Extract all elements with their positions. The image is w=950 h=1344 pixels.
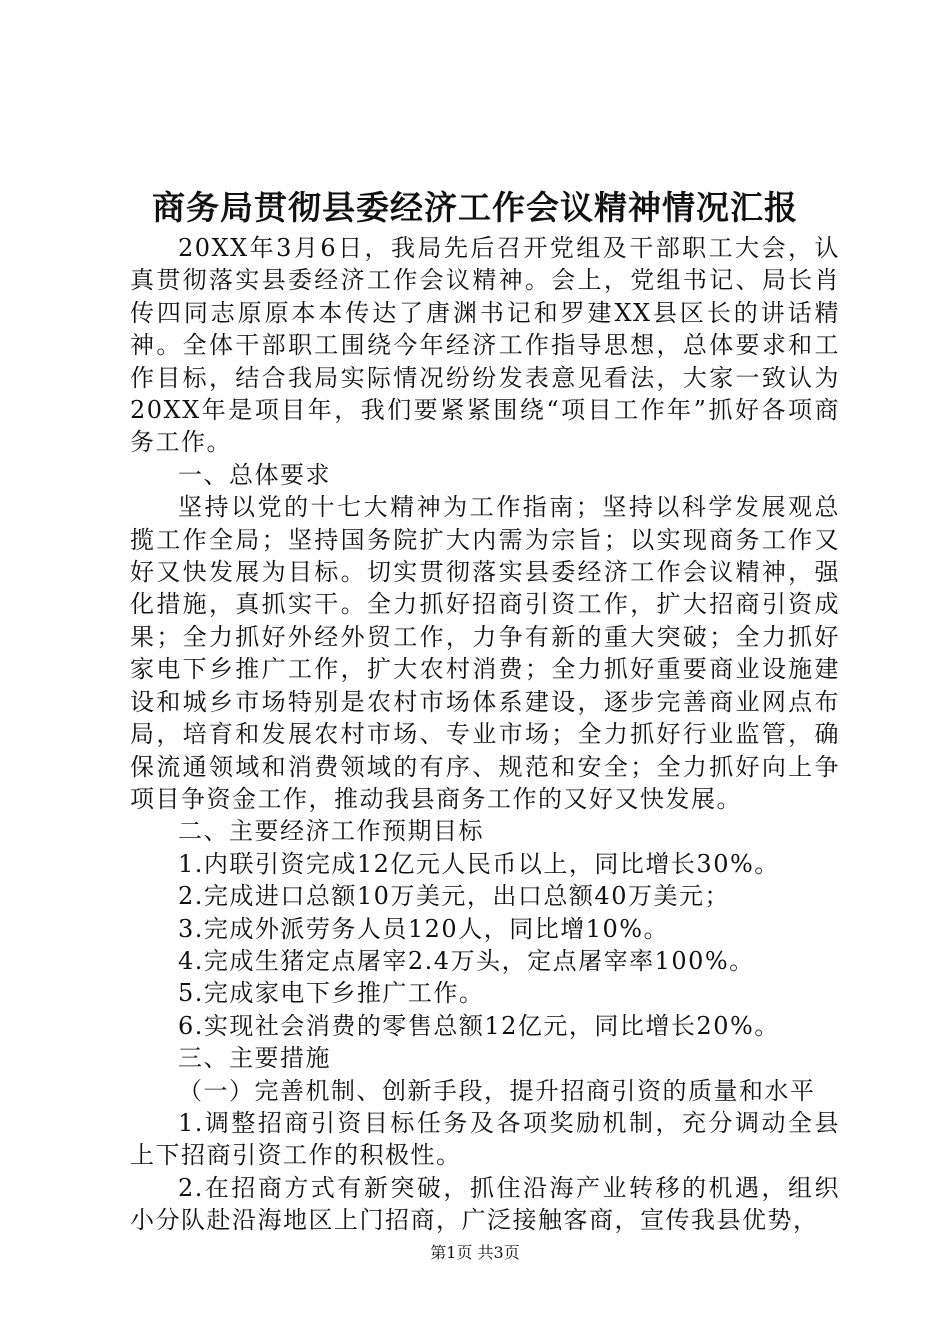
page-number-footer: 第1页 共3页 — [430, 1243, 520, 1262]
measure-item-1: 1.调整招商引资目标任务及各项奖励机制，充分调动全县上下招商引资工作的积极性。 — [130, 1108, 840, 1170]
goal-item-2: 2.完成进口总额10万美元，出口总额40万美元； — [178, 882, 730, 911]
goal-item-4: 4.完成生猪定点屠宰2.4万头，定点屠宰率100%。 — [178, 946, 755, 975]
section-heading-2: 二、主要经济工作预期目标 — [178, 817, 484, 846]
document-title: 商务局贯彻县委经济工作会议精神情况汇报 — [152, 188, 798, 227]
document-body — [130, 232, 840, 1237]
paragraph-requirements: 坚持以党的十七大精神为工作指南；坚持以科学发展观总揽工作全局；坚持国务院扩大内需为宗旨；以实现商务工作又好又快发展为目标。切实贯彻落实县委经济工作会议精神，强化措施，真抓实干。全力抓好招商引资工作，扩大招商引资成果；全力抓好外经外贸工作，力争有新的重大突破；全力抓好家电下乡推广工作，扩大农村消费；全力抓好重要商业设施建设和城乡市场特别是农村市场体系建设，逐步完善商业网点布局，培育和发展农村市场、专业市场；全力抓好行业监管，确保流通领域和消费领域的有序、规范和安全；全力抓好向上争项目争资金工作，推动我县商务工作的又好又快发展。 — [130, 493, 840, 813]
paragraph-intro: 20XX年3月6日，我局先后召开党组及干部职工大会，认真贯彻落实县委经济工作会议精神。会上，党组书记、局长肖传四同志原原本本传达了唐渊书记和罗建XX县区长的讲话精神。全体干部职工围绕今年经济工作指导思想，总体要求和工作目标，结合我局实际情况纷纷发表意见看法，大家一致认为20XX年是项目年，我们要紧紧围绕“项目工作年”抓好各项商务工作。 — [130, 234, 840, 457]
goal-item-6: 6.实现社会消费的零售总额12亿元，同比增长20%。 — [178, 1011, 780, 1040]
goal-item-5: 5.完成家电下乡推广工作。 — [178, 979, 485, 1008]
section-heading-1: 一、总体要求 — [178, 460, 331, 489]
goal-item-3: 3.完成外派劳务人员120人，同比增10%。 — [178, 914, 670, 943]
section-heading-3: 三、主要措施 — [178, 1044, 331, 1073]
subsection-heading-1: （一）完善机制、创新手段，提升招商引资的质量和水平 — [178, 1076, 816, 1105]
measure-item-2: 2.在招商方式有新突破，抓住沿海产业转移的机遇，组织小分队赴沿海地区上门招商，广泛接触客商，宣传我县优势， — [130, 1173, 840, 1235]
goal-item-1: 1.内联引资完成12亿元人民币以上，同比增长30%。 — [178, 849, 780, 878]
